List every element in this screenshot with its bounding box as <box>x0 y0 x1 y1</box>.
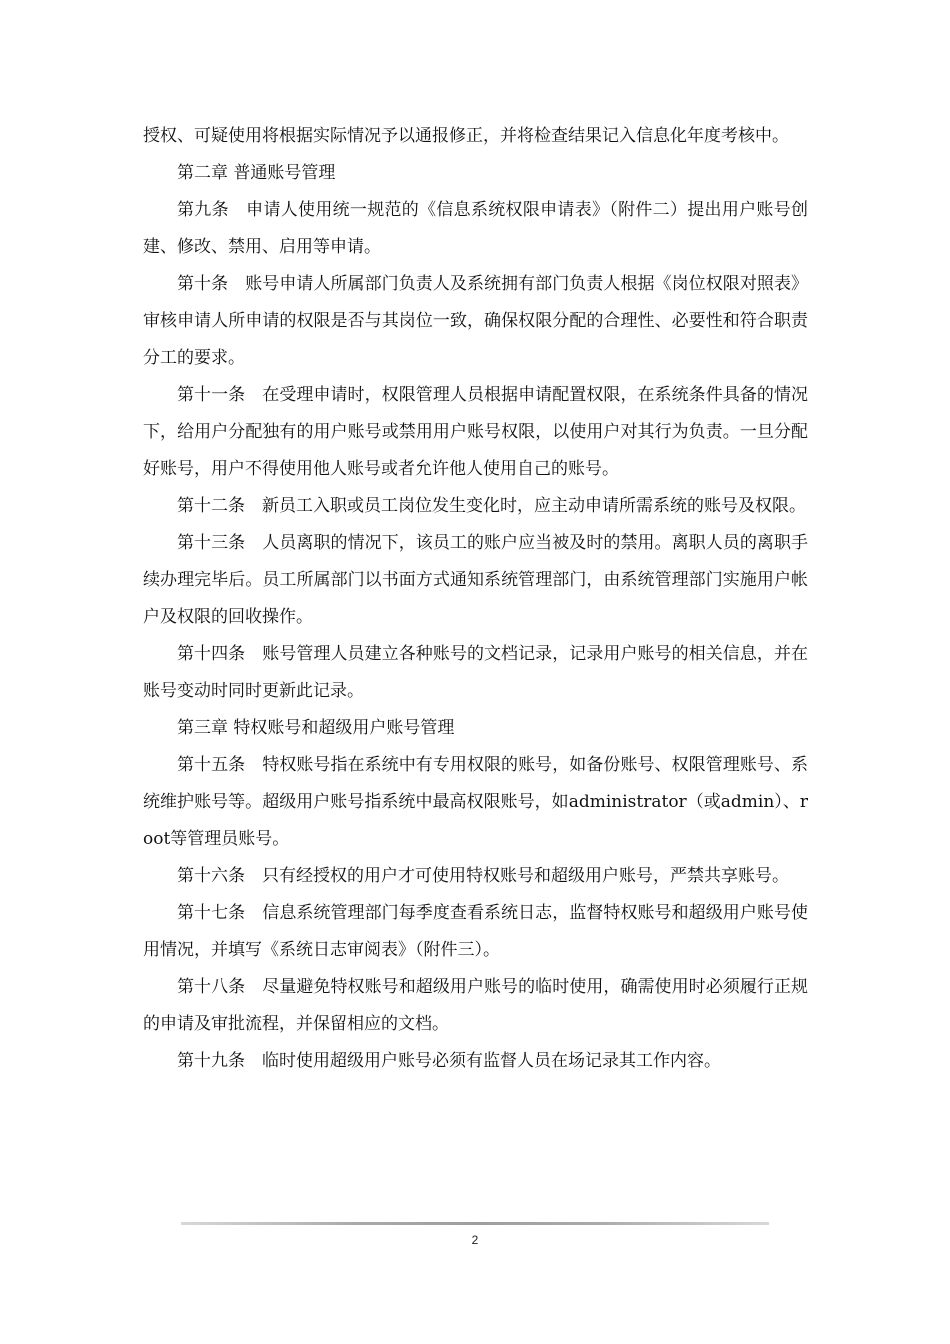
article-16: 第十六条 只有经授权的用户才可使用特权账号和超级用户账号，严禁共享账号。 <box>177 866 789 886</box>
article-13: 第十三条 人员离职的情况下，该员工的账户应当被及时的禁用。离职人员的离职手续办理完毕后。员工所属部门以书面方式通知系统管理部门，由系统管理部门实施用户帐户及权限的回收操作。 <box>143 533 808 627</box>
article-18: 第十八条 尽量避免特权账号和超级用户账号的临时使用，确需使用时必须履行正规的申请及审批流程，并保留相应的文档。 <box>143 977 808 1034</box>
footer-divider <box>181 1222 769 1225</box>
page-number: 2 <box>471 1233 479 1247</box>
article-17: 第十七条 信息系统管理部门每季度查看系统日志，监督特权账号和超级用户账号使用情况，并填写《系统日志审阅表》（附件三）。 <box>143 903 808 960</box>
chapter-heading-2: 第二章 普通账号管理 <box>177 163 336 183</box>
article-14: 第十四条 账号管理人员建立各种账号的文档记录，记录用户账号的相关信息，并在账号变动时同时更新此记录。 <box>143 644 808 701</box>
paragraph-continuation: 授权、可疑使用将根据实际情况予以通报修正，并将检查结果记入信息化年度考核中。 <box>143 126 789 146</box>
article-19: 第十九条 临时使用超级用户账号必须有监督人员在场记录其工作内容。 <box>177 1051 721 1071</box>
article-11: 第十一条 在受理申请时，权限管理人员根据申请配置权限，在系统条件具备的情况下，给用户分配独有的用户账号或禁用用户账号权限，以使用户对其行为负责。一旦分配好账号，用户不得使用他人账号或者允许他人使用自己的账号。 <box>143 385 808 479</box>
article-12: 第十二条 新员工入职或员工岗位发生变化时，应主动申请所需系统的账号及权限。 <box>177 496 806 516</box>
article-9: 第九条 申请人使用统一规范的《信息系统权限申请表》（附件二）提出用户账号创建、修改、禁用、启用等申请。 <box>143 200 808 257</box>
article-15: 第十五条 特权账号指在系统中有专用权限的账号，如备份账号、权限管理账号、系统维护账号等。超级用户账号指系统中最高权限账号，如administrator（或admin）、root等管理员账号。 <box>143 755 808 849</box>
article-10: 第十条 账号申请人所属部门负责人及系统拥有部门负责人根据《岗位权限对照表》审核申请人所申请的权限是否与其岗位一致，确保权限分配的合理性、必要性和符合职责分工的要求。 <box>143 274 808 368</box>
document-body <box>143 118 808 1080</box>
chapter-heading-3: 第三章 特权账号和超级用户账号管理 <box>177 718 455 738</box>
